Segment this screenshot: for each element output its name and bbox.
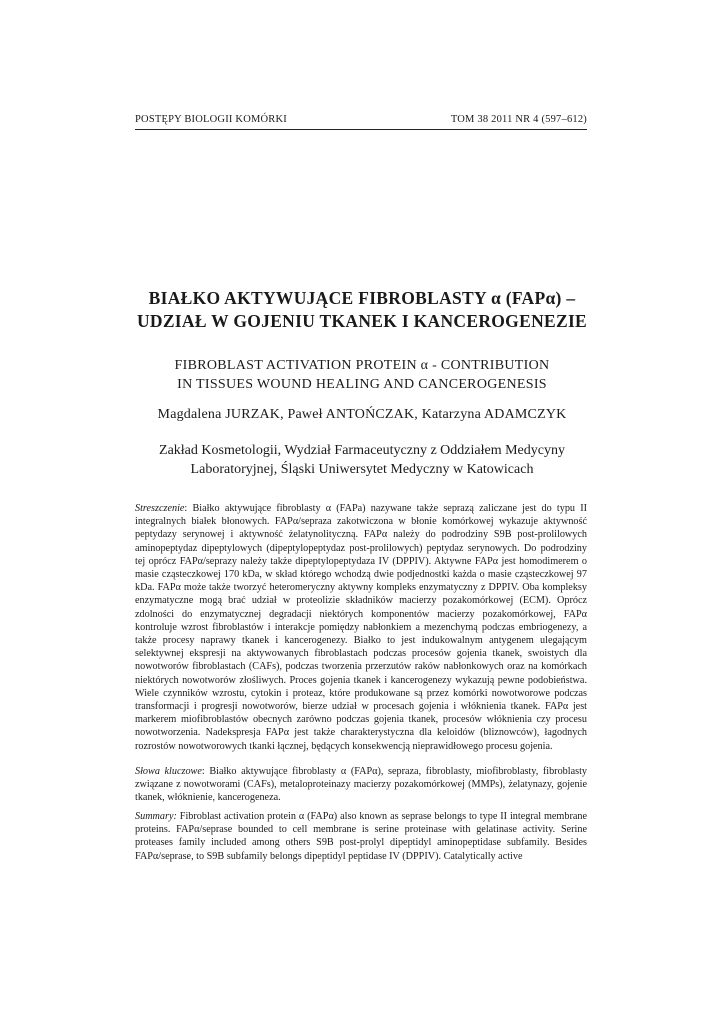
summary-english bbox=[135, 810, 587, 863]
article-title bbox=[100, 287, 624, 333]
affiliation-line-2: Laboratoryjnej, Śląski Uniwersytet Medyczny w Katowicach bbox=[190, 462, 534, 477]
title-line-2: UDZIAŁ W GOJENIU TKANEK I KANCEROGENEZIE bbox=[136, 311, 588, 331]
issue-info: TOM 38 2011 NR 4 (597–612) bbox=[450, 114, 587, 125]
affiliation-line-1: Zakład Kosmetologii, Wydział Farmaceutyczny z Oddziałem Medycyny bbox=[159, 443, 565, 458]
subtitle-line-1: FIBROBLAST ACTIVATION PROTEIN α - CONTRIBUTION bbox=[174, 358, 550, 373]
summary-label: Summary: bbox=[135, 811, 177, 822]
keywords-label: Słowa kluczowe bbox=[135, 766, 202, 777]
english-title bbox=[100, 356, 624, 394]
affiliation bbox=[100, 441, 624, 479]
abstract-polish bbox=[135, 502, 587, 753]
keywords-text: : Białko aktywujące fibroblasty α (FAPα), sepraza, fibroblasty, miofibroblasty, fibroblasty związane z nowotworami (CAFs), metaloproteinazy macierzy pozakomórkowej (MMPs), żelatynazy, gojenie tkanek, włóknienie, kancerogeneza. bbox=[135, 766, 588, 804]
keywords-polish bbox=[135, 765, 587, 805]
header-rule bbox=[135, 129, 587, 130]
journal-name: POSTĘPY BIOLOGII KOMÓRKI bbox=[135, 114, 287, 125]
abstract-polish-text: : Białko aktywujące fibroblasty α (FAPa) nazywane także seprazą zaliczane jest do typu II integralnych białek błonowych. FAPα/sepraza zakotwiczona w błonie komórkowej wykazuje aktywność peptydazy serynowej i aktywność żelatynolityczną. FAPα należy do podrodziny S9B post-prolilowych aminopeptydaz dipeptylowych (dipeptylopeptydaz post-prolilowych) peptydaz serynowych. Do podrodziny tej oprócz FAPα/seprazy należy także dipeptylopeptydaza IV (DPPIV). Aktywne FAPα jest homodimerem o masie cząsteczkowej 170 kDa, w skład którego wchodzą dwie podjednostki każda o masie cząsteczkowej 97 kDa. FAPα może także tworzyć heteromeryczny aktywny kompleks enzymatyczny z DPPIV. Oba kompleksy enzymatyczne mogą brać udział w proteolizie składników macierzy pozakomórkowej (ECM). Oprócz zdolności do enzymatycznej degradacji niektórych komponentów macierzy pozakomórkowej, FAPα kontroluje wzrost fibroblastów i interakcje pomiędzy nabłonkiem a mezenchymą podczas embriogenezy, a także procesy naprawy tkanek i kancerogenezy. Białko to jest indukowalnym antygenem ulegającym selektywnej ekspresji na aktywowanych fibroblastach podczas procesów gojenia tkanek, swoistych dla nowotworów fibroblastach (CAFs), podczas tworzenia przerzutów raków nabłonkowych oraz na komórkach niektórych nowotworów złośliwych. Proces gojenia tkanek i kancerogenezy wykazują pewne podobieństwa. Wiele czynników wzrostu, cytokin i proteaz, które produkowane są przez komórki nowotworowe podczas transformacji i progresji nowotworów, bierze udział w procesach gojenia i włóknienia tkanek. FAPα jest markerem miofibroblastów obecnych zarówno podczas gojenia tkanek, procesów włóknienia czy procesu nowotworzenia. Nadekspresja FAPα jest także charakterystyczna dla keloidów (bliznowców), łagodnych rozrostów nowotworowych tkanki łącznej, będących konsekwencją nieprawidłowego procesu gojenia. bbox=[135, 503, 587, 752]
summary-text: Fibroblast activation protein α (FAPα) also known as seprase belongs to type II integral membrane proteins. FAPα/seprase bounded to cell membrane is serine proteinase with gelatinase activity. Serine proteases family included among others S9B post-prolyl dipeptidyl aminopeptidase subfamily. Besides FAPα/seprase, to S9B subfamily belongs dipeptidyl peptidase IV (DPPIV). Catalytically active bbox=[135, 811, 587, 862]
abstract-polish-label: Streszczenie bbox=[135, 503, 185, 514]
authors: Magdalena JURZAK, Paweł ANTOŃCZAK, Katarzyna ADAMCZYK bbox=[157, 407, 567, 422]
subtitle-line-2: IN TISSUES WOUND HEALING AND CANCEROGENESIS bbox=[177, 377, 547, 392]
title-line-1: BIAŁKO AKTYWUJĄCE FIBROBLASTY α (FAPα) – bbox=[148, 288, 576, 308]
